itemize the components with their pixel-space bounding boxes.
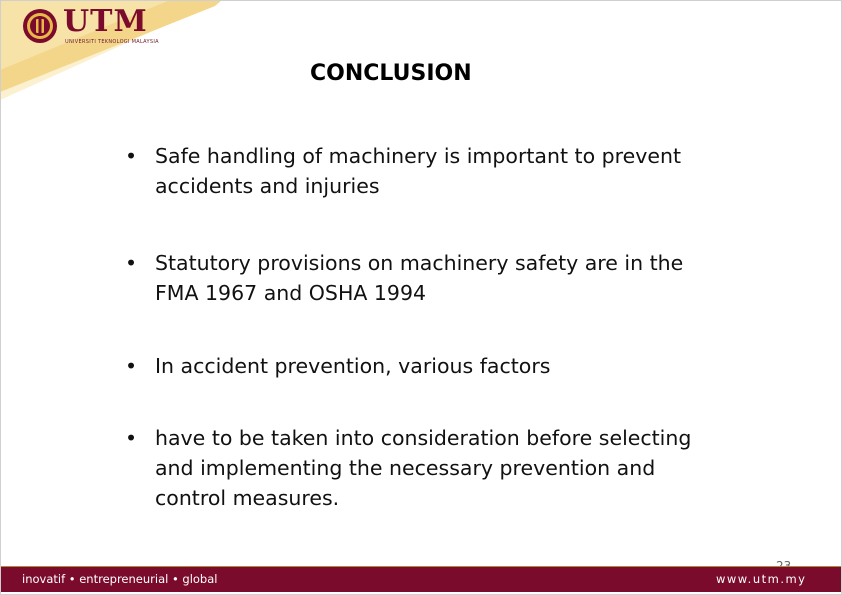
utm-logo: [22, 4, 159, 48]
logo-subtitle: UNIVERSITI TEKNOLOGI MALAYSIA: [65, 39, 159, 45]
bullet-text: In accident prevention, various factors: [155, 354, 551, 378]
bullet-item: [125, 141, 715, 201]
footer-tagline: inovatif • entrepreneurial • global: [22, 572, 218, 586]
bullet-marker: •: [125, 354, 138, 378]
utm-seal-icon: [22, 8, 58, 44]
bullet-marker: •: [125, 144, 138, 168]
bullet-text: Statutory provisions on machinery safety are in the FMA 1967 and OSHA 1994: [155, 251, 684, 305]
bullet-item: [125, 351, 715, 381]
bullet-marker: •: [125, 251, 138, 275]
bullet-marker: •: [125, 426, 138, 450]
bullet-item: [125, 248, 715, 308]
footer-bar: [0, 567, 842, 592]
bullet-item: [125, 423, 715, 513]
logo-wordmark: UTM: [63, 4, 148, 39]
bullet-text: Safe handling of machinery is important to prevent accidents and injuries: [155, 144, 682, 198]
slide-title: CONCLUSION: [310, 61, 472, 86]
footer-website: www.utm.my: [716, 572, 807, 586]
bullet-text: have to be taken into consideration before selecting and implementing the necessary prevention and control measures.: [155, 426, 692, 510]
